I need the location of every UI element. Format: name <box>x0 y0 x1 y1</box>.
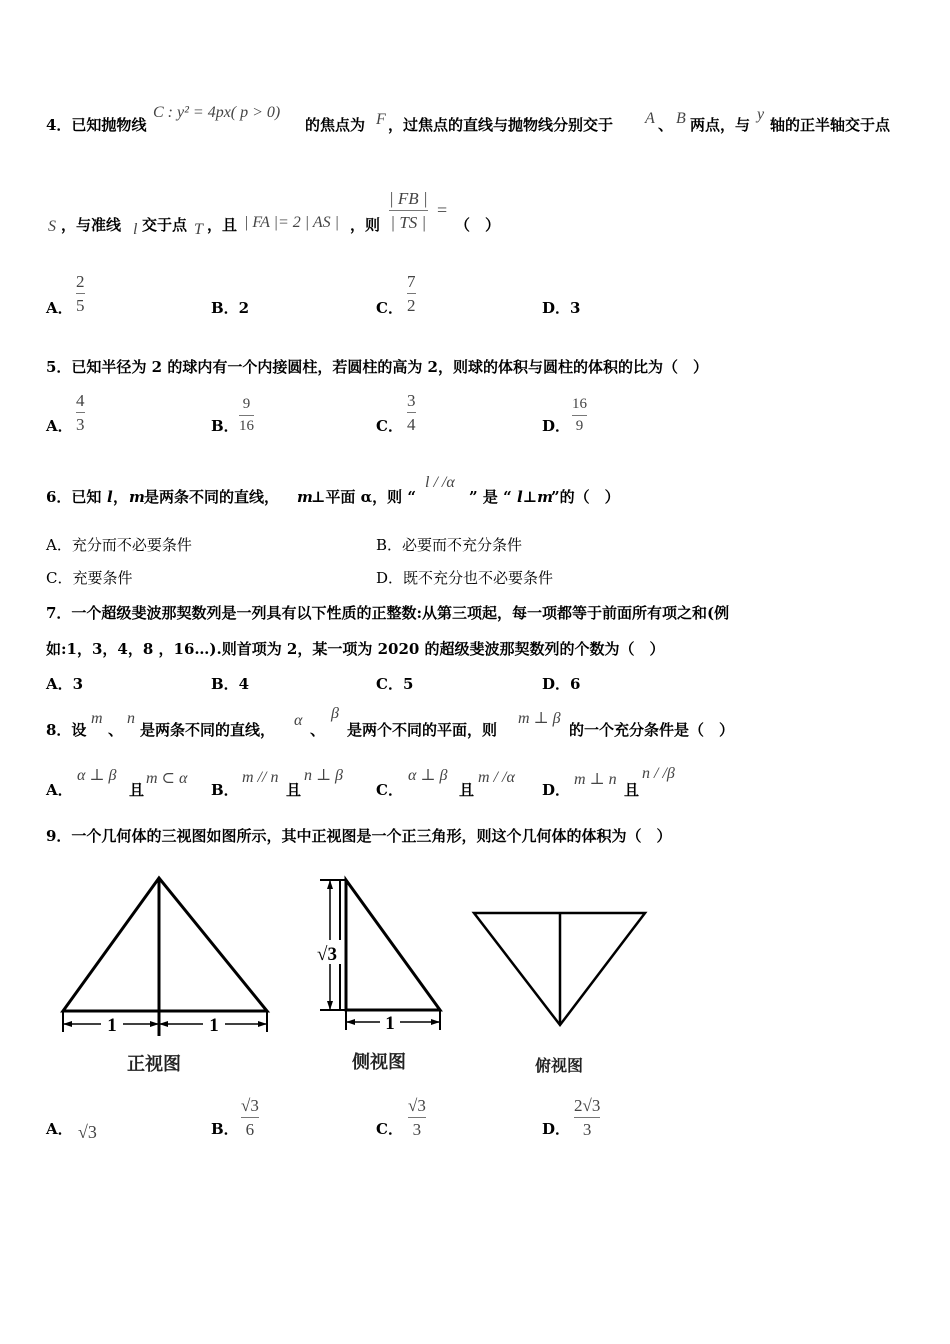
q9-option-c-fraction <box>408 1096 426 1139</box>
q9-option-d-den: 3 <box>582 1120 592 1139</box>
q8-var-alpha: α <box>294 712 303 729</box>
q5-option-b-fraction <box>239 396 254 435</box>
side-view-arrow <box>327 880 333 889</box>
q4-text-focus: 的焦点为 <box>305 116 366 134</box>
q4-var-T: T <box>194 221 203 238</box>
front-view-dim-left: 1 <box>107 1015 117 1036</box>
q7-text-line2: 如:1，3，4，8 ，16…).则首项为 2，某一项为 2020 的超级斐波那契数列的个数为（ ） <box>46 640 665 658</box>
q8-perp-condition: m ⊥ β <box>518 710 561 727</box>
q8-option-d-and: 且 <box>624 781 640 799</box>
q4-text-meet: 交于点 <box>142 216 188 234</box>
q8-text-planes: 是两个不同的平面，则 <box>347 721 498 739</box>
q4-option-a[interactable]: A． <box>46 299 73 317</box>
q8-option-d-expr2: n / /β <box>642 765 675 782</box>
q7-option-d[interactable]: D．6 <box>542 675 581 693</box>
q5-option-c-fraction <box>407 391 416 434</box>
q8-option-a-expr1: α ⊥ β <box>77 767 117 784</box>
q4-option-c-fraction <box>407 272 416 315</box>
q4-option-a-fraction <box>76 272 85 315</box>
q4-var-S: S <box>48 218 56 235</box>
q8-option-d[interactable]: D． <box>542 781 571 799</box>
q4-parabola-equation: C : y² = 4px( p > 0) <box>153 104 281 121</box>
q8-sep: 、 <box>108 721 124 739</box>
q4-option-d[interactable]: D．3 <box>542 299 581 317</box>
q4-text-axis: 轴的正半轴交于点 <box>770 116 891 134</box>
q5-option-b[interactable]: B． <box>211 417 239 435</box>
q5-text: 5．已知半径为 2 的球内有一个内接圆柱，若圆柱的高为 2，则球的体积与圆柱的体积的比为（ ） <box>46 358 708 376</box>
q8-text-sufficient: 的一个充分条件是（ ） <box>569 721 735 739</box>
front-view-label: 正视图 <box>127 1054 181 1075</box>
q6-var-l: l <box>107 488 113 506</box>
q9-option-b-fraction <box>241 1096 259 1139</box>
top-view-label: 俯视图 <box>535 1056 584 1075</box>
q6-perp-condition: l⊥m <box>517 488 553 506</box>
q8-sep2: 、 <box>310 721 326 739</box>
q8-text-lines: 是两条不同的直线， <box>140 721 276 739</box>
q5-option-c[interactable]: C． <box>376 417 403 435</box>
q6-var-m2: m <box>297 488 313 506</box>
q5-option-a-num: 4 <box>76 391 85 410</box>
q4-text-intersect: ，过焦点的直线与抛物线分别交于 <box>388 116 614 134</box>
q9-option-c-num: √3 <box>408 1096 426 1115</box>
q5-option-c-num: 3 <box>407 391 416 410</box>
front-view-triangle <box>63 878 267 1011</box>
q4-text-points: 两点，与 <box>690 116 751 134</box>
side-view-triangle <box>346 880 440 1010</box>
q4-text-then: ，则 <box>350 216 381 234</box>
q4-sep: 、 <box>658 116 674 134</box>
q8-var-n: n <box>127 710 135 727</box>
q5-option-b-num: 9 <box>242 396 251 412</box>
q8-option-c[interactable]: C． <box>376 781 403 799</box>
q4-text-directrix: ，与准线 <box>61 216 122 234</box>
side-view-base-label: 1 <box>385 1013 395 1034</box>
side-view-arrow <box>346 1019 355 1025</box>
q4-condition: | FA |= 2 | AS | <box>244 214 340 231</box>
q6-text-is: ” 是 “ <box>469 488 512 506</box>
q8-option-c-and: 且 <box>459 781 475 799</box>
q8-option-b-and: 且 <box>286 781 302 799</box>
q6-text-lines: 是两条不同的直线， <box>144 488 280 506</box>
q9-option-a[interactable]: A． <box>46 1120 73 1138</box>
q6-text-of: ”的（ ） <box>551 488 620 506</box>
q5-option-d-fraction <box>572 396 587 435</box>
q8-option-a[interactable]: A． <box>46 781 73 799</box>
q6-comma: ， <box>113 488 129 506</box>
q4-var-A: A <box>645 110 655 127</box>
q7-option-b[interactable]: B．4 <box>211 675 250 693</box>
q4-var-l: l <box>133 221 138 238</box>
q6-text-start: 6．已知 <box>46 488 102 506</box>
q4-ratio-denominator: | TS | <box>390 213 427 232</box>
q8-option-c-expr1: α ⊥ β <box>408 767 448 784</box>
side-view-label: 侧视图 <box>352 1052 406 1073</box>
q9-option-d-fraction <box>574 1096 600 1139</box>
q9-text: 9．一个几何体的三视图如图所示，其中正视图是一个正三角形，则这个几何体的体积为（ ） <box>46 827 672 845</box>
side-view-diagram <box>310 872 450 1037</box>
top-view-diagram <box>470 908 650 1030</box>
q7-option-c[interactable]: C．5 <box>376 675 414 693</box>
q4-var-F: F <box>376 111 386 128</box>
side-view-arrow <box>431 1019 440 1025</box>
q8-option-b-expr1: m // n <box>242 769 279 786</box>
q9-option-c[interactable]: C． <box>376 1120 403 1138</box>
q4-option-a-num: 2 <box>76 272 85 291</box>
q5-option-a[interactable]: A． <box>46 417 73 435</box>
q8-text-start: 8．设 <box>46 721 87 739</box>
q9-option-c-den: 3 <box>412 1120 422 1139</box>
q6-text-plane: ⊥平面 α，则 “ <box>311 488 417 506</box>
q4-ratio-fraction <box>389 189 428 232</box>
q8-option-c-expr2: m / /α <box>478 769 515 786</box>
q6-option-c[interactable]: C．充要条件 <box>46 569 133 587</box>
q4-option-c-den: 2 <box>407 296 416 315</box>
q4-option-a-den: 5 <box>76 296 85 315</box>
q8-option-a-expr2: m ⊂ α <box>146 770 188 787</box>
q8-option-d-expr1: m ⊥ n <box>574 771 617 788</box>
q8-var-m: m <box>91 710 103 727</box>
q9-option-a-value: √3 <box>78 1122 97 1142</box>
q4-option-c-num: 7 <box>407 272 416 291</box>
q5-option-d[interactable]: D． <box>542 417 571 435</box>
q8-option-b-expr2: n ⊥ β <box>304 767 344 784</box>
q8-option-b[interactable]: B． <box>211 781 239 799</box>
front-view-arrow <box>258 1021 267 1027</box>
q5-option-a-den: 3 <box>76 415 85 434</box>
q4-ratio-numerator: | FB | <box>389 189 428 208</box>
q4-var-B: B <box>676 110 686 127</box>
q9-option-b-den: 6 <box>245 1120 255 1139</box>
q9-option-d[interactable]: D． <box>542 1120 571 1138</box>
q6-var-m: m <box>129 488 145 506</box>
side-view-arrow <box>327 1001 333 1010</box>
q4-option-b[interactable]: B．2 <box>211 299 250 317</box>
q7-option-a[interactable]: A．3 <box>46 675 84 693</box>
q4-option-c[interactable]: C． <box>376 299 403 317</box>
q4-var-y: y <box>757 106 765 123</box>
q4-equals: = <box>437 200 448 220</box>
q6-option-a[interactable]: A．充分而不必要条件 <box>46 536 192 554</box>
q5-option-d-num: 16 <box>572 396 587 412</box>
q5-option-a-fraction <box>76 391 85 434</box>
q6-option-b[interactable]: B．必要而不充分条件 <box>376 536 523 554</box>
q8-option-a-and: 且 <box>129 781 145 799</box>
q5-option-d-den: 9 <box>575 418 584 434</box>
q6-parallel-condition: l / /α <box>425 474 455 491</box>
q9-option-b-num: √3 <box>241 1096 259 1115</box>
q8-var-beta: β <box>331 705 339 722</box>
side-view-height-label: √3 <box>317 944 337 965</box>
front-view-arrow <box>63 1021 72 1027</box>
q9-option-b[interactable]: B． <box>211 1120 239 1138</box>
q4-answer-paren: （ ） <box>455 216 501 234</box>
front-view-diagram <box>55 872 275 1042</box>
q4-text-and: ，且 <box>207 216 238 234</box>
q6-option-d[interactable]: D．既不充分也不必要条件 <box>376 569 554 587</box>
q4-number-text: 4．已知抛物线 <box>46 116 147 134</box>
q5-option-b-den: 16 <box>239 418 254 434</box>
q5-option-c-den: 4 <box>407 415 416 434</box>
front-view-dim-right: 1 <box>209 1015 219 1036</box>
q9-option-d-num: 2√3 <box>574 1096 601 1115</box>
q7-text-line1: 7．一个超级斐波那契数列是一列具有以下性质的正整数:从第三项起，每一项都等于前面所有项之和(例 <box>46 604 730 622</box>
